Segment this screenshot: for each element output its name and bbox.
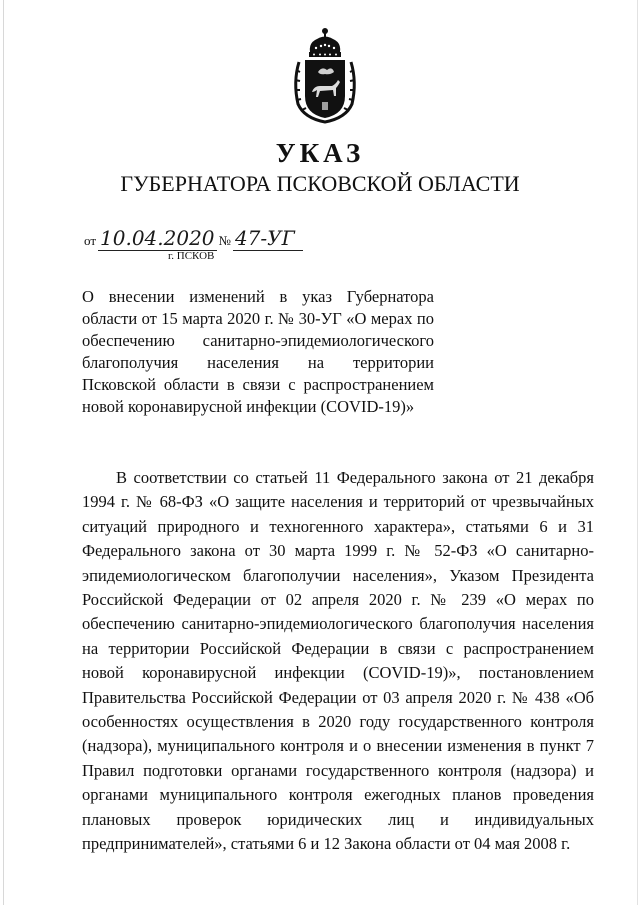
coat-of-arms-icon	[290, 22, 360, 126]
date-prefix: от	[84, 233, 97, 248]
city-label: г. ПСКОВ	[168, 250, 215, 262]
date-number-line	[84, 226, 303, 251]
document-subject: О внесении изменений в указ Губернатора области от 15 марта 2020 г. № 30-УГ «О мерах по обеспечению санитарно-эпидемиологического благополучия населения на территории Псковской области в связи с распространением новой коронавирусной инфекции (COVID-19)»	[82, 287, 434, 416]
handwritten-date: 10.04.2020	[100, 226, 215, 250]
handwritten-number: 47-УГ	[233, 226, 303, 251]
document-body: В соответствии со статьей 11 Федерального закона от 21 декабря 1994 г. № 68-ФЗ «О защите населения и территорий от чрезвычайных ситуаций природного и техногенного характера», статьями 6 и 31 Федерального закона от 30 марта 1999 г. № 52-ФЗ «О санитарно-эпидемиологическом благополучии населения», Указом Президента Российской Федерации от 02 апреля 2020 г. № 239 «О мерах по обеспечению санитарно-эпидемиологического благополучия населения на территории Российской Федерации в связи с распространением новой коронавирусной инфекции (COVID-19)», постановлением Правительства Российской Федерации от 03 апреля 2020 г. № 438 «Об особенностях осуществления в 2020 году государственного контроля (надзора), муниципального контроля и о внесении изменения в пункт 7 Правил подготовки органами государственного контроля (надзора) и органами муниципального контроля ежегодных планов проведения плановых проверок юридических лиц и индивидуальных предпринимателей», статьями 6 и 12 Закона области от 04 мая 2008 г.	[82, 468, 594, 854]
document-title: УКАЗ	[275, 138, 365, 168]
document-issuer: ГУБЕРНАТОРА ПСКОВСКОЙ ОБЛАСТИ	[120, 171, 520, 196]
scan-edge-left	[3, 0, 4, 905]
number-sign: №	[218, 233, 231, 248]
scan-edge-right	[637, 0, 638, 905]
